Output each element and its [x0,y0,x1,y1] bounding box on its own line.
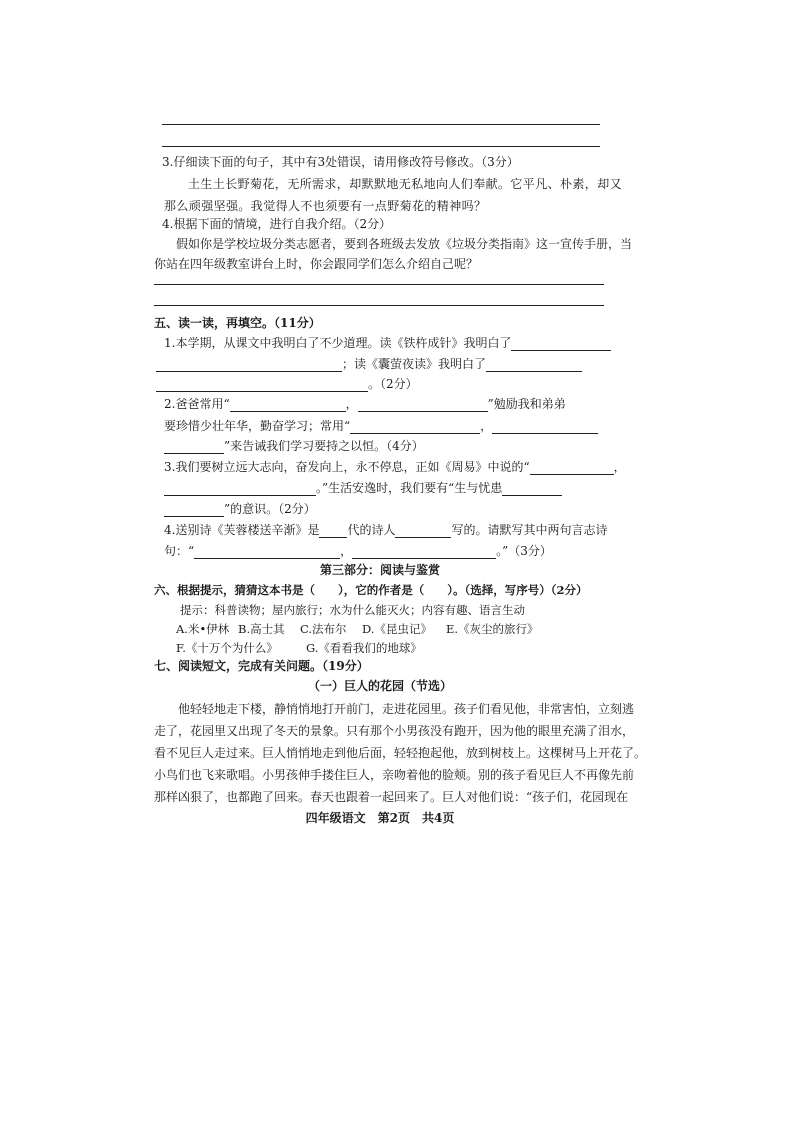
fill-blank[interactable] [352,546,496,559]
s5-item-2-text: ， [480,419,493,433]
s5-item-3-line-2 [164,480,562,496]
page-footer: 四年级语文 第2页 共4页 [305,811,455,825]
option-g: G.《看看我们的地球》 [306,641,422,655]
fill-blank[interactable] [358,399,488,412]
option-f: F.《十万个为什么》 [176,641,278,655]
option-e: E.《灰尘的旅行》 [446,622,539,636]
s6-options-row-1 [176,621,539,637]
answer-line[interactable] [154,305,604,306]
fill-blank[interactable] [492,421,598,434]
part-3-title: 第三部分：阅读与鉴赏 [319,563,440,577]
section-7-heading: 七、阅读短文，完成有关问题。（19分） [154,659,369,673]
s5-item-1-line-1 [164,335,611,351]
fill-blank[interactable] [164,483,316,496]
s5-item-2-text: ”来告诫我们学习要持之以恒。（4分） [224,439,424,453]
q3-heading: 3.仔细读下面的句子，其中有3处错误，请用修改符号修改。（3分） [162,155,519,169]
s5-item-1-text: 1.本学期，从课文中我明白了不少道理。读《铁杵成针》我明白了 [164,336,512,350]
s5-item-4-text: 。”（3分） [496,544,552,558]
s5-item-4-text: 代的诗人 [347,523,396,537]
s5-item-2-line-2 [164,418,598,434]
fill-blank[interactable] [395,525,451,538]
passage-line-2: 走了，花园里又出现了冬天的景象。只有那个小男孩没有跑开，因为他的眼里充满了泪水， [154,724,635,738]
answer-line[interactable] [154,284,604,285]
fill-blank[interactable] [511,338,611,351]
s5-item-3-text: ”的意识。（2分） [224,502,316,516]
s5-item-4-text: ， [340,544,353,558]
exam-page [152,112,647,832]
s5-item-4-line-2 [164,543,552,559]
fill-blank[interactable] [156,359,342,372]
s6-hint: 提示：科普读物；屋内旅行；水为什么能灭火；内容有趣、语言生动 [180,603,525,617]
section-6-heading: 六、根据提示，猜猜这本书是（ ），它的作者是（ ）。（选择，写序号）（2分） [154,583,588,597]
s5-item-1-line-3 [156,376,418,392]
s5-item-3-line-3 [164,501,316,517]
passage-line-1: 他轻轻地走下楼，静悄悄地打开前门，走进花园里。孩子们看见他，非常害怕，立刻逃 [178,702,635,716]
section-5-heading: 五、读一读，再填空。（11分） [154,316,321,330]
s5-item-2-text: 2.爸爸常用“ [164,397,230,411]
fill-blank[interactable] [164,504,224,517]
s5-item-1-text: ；读《囊萤夜读》我明白了 [342,357,487,371]
q4-heading: 4.根据下面的情境，进行自我介绍。（2分） [162,217,392,231]
q3-sentence-line-2: 那么顽强坚强。我觉得人不也须要有一点野菊花的精神吗？ [164,199,487,213]
s5-item-2-line-1 [164,396,566,412]
q3-sentence-line-1: 土生土长野菊花，无所需求，却默默地无私地向人们奉献。它平凡、朴素，却又 [188,177,623,191]
s5-item-2-text: ， [345,397,358,411]
s5-item-4-line-1 [164,522,607,538]
option-b: B.高士其 [238,622,285,636]
s5-item-2-line-3 [164,438,424,454]
q4-scenario-line-2: 你站在四年级教室讲台上时，你会跟同学们怎么介绍自己呢？ [154,257,479,271]
passage-title: （一）巨人的花园（节选） [307,679,452,693]
s5-item-2-text: 要珍惜少壮年华，勤奋学习；常用“ [164,419,351,433]
option-c: C.法布尔 [300,622,347,636]
passage-line-3: 看不见巨人走过来。巨人悄悄地走到他后面，轻轻抱起他，放到树枝上。这棵树马上开花了。 [154,746,647,760]
q4-scenario-line-1: 假如你是学校垃圾分类志愿者，要到各班级去发放《垃圾分类指南》这一宣传手册，当 [176,237,633,251]
fill-blank[interactable] [530,462,614,475]
s5-item-1-text: 。（2分） [368,377,418,391]
s5-item-2-text: ”勉励我和弟弟 [487,397,566,411]
passage-line-4: 小鸟们也飞来歌唱。小男孩伸手搂住巨人，亲吻着他的脸颊。别的孩子看见巨人不再像先前 [154,768,635,782]
fill-blank[interactable] [502,483,562,496]
s5-item-4-text: 句：“ [164,544,195,558]
fill-blank[interactable] [319,525,347,538]
fill-blank[interactable] [350,421,480,434]
s5-item-4-text: 4.送别诗《芙蓉楼送辛渐》是 [164,523,320,537]
fill-blank[interactable] [194,546,340,559]
s5-item-1-line-2 [156,356,582,372]
option-d: D.《昆虫记》 [362,622,432,636]
answer-line[interactable] [162,124,600,125]
s5-item-4-text: 写的。请默写其中两句言志诗 [451,523,608,537]
s6-options-row-2 [176,640,422,656]
s5-item-3-text: ， [613,460,626,474]
fill-blank[interactable] [164,441,224,454]
s5-item-3-text: 。”生活安逸时，我们要有“生与忧患 [316,481,503,495]
passage-line-5: 那样凶狠了，也都跑了回来。春天也跟着一起回来了。巨人对他们说：“孩子们，花园现在 [154,790,629,804]
fill-blank[interactable] [156,379,368,392]
fill-blank[interactable] [230,399,346,412]
s5-item-3-text: 3.我们要树立远大志向，奋发向上，永不停息，正如《周易》中说的“ [164,460,530,474]
s5-item-3-line-1 [164,459,626,475]
option-a: A.米•伊林 [176,622,230,636]
answer-line[interactable] [162,146,600,147]
fill-blank[interactable] [486,359,582,372]
